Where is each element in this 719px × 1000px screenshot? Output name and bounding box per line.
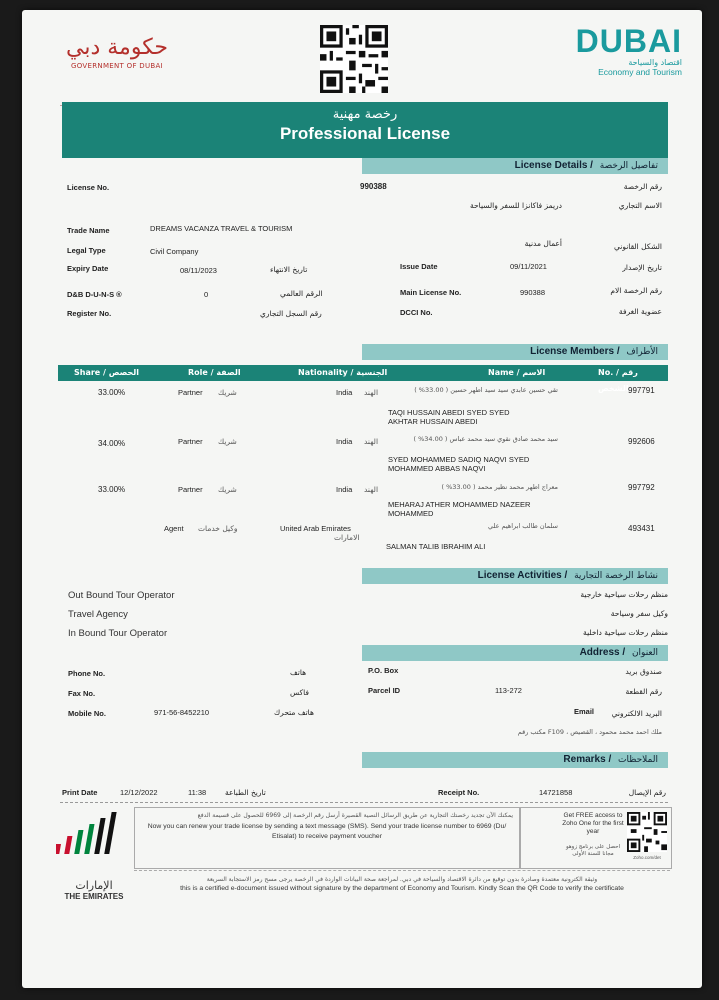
remarks-section-header: Remarks / الملاحظات [362,752,668,768]
member-role: Partner [178,485,203,494]
license-activities-section-header: License Activities / نشاط الرخصة التجارية [362,568,668,584]
issue-date-arabic-label: تاريخ الإصدار [622,263,662,272]
issue-date-label: Issue Date [400,262,438,271]
main-license-arabic-label: رقم الرخصة الام [610,286,662,295]
activity-item [68,628,668,644]
member-name-arabic: سيد محمد صادق نقوي سيد محمد عباس ( 34.00% ) [413,435,558,443]
license-no-label-arabic: رقم الرخصة [623,182,662,191]
zoho-offer-english: Get FREE access to Zoho One for the first year [562,812,624,835]
member-role: Partner [178,388,203,397]
column-header-nationality: Nationality / الجنسية [298,368,388,377]
column-header-name: Name / الاسم [488,368,546,377]
title-arabic: رخصة مهنية [332,107,398,122]
dubai-logo: DUBAI [575,23,682,59]
member-nationality: India [336,485,353,494]
member-nationality: India [336,437,353,446]
title-banner [62,102,668,158]
duns-label: D&B D-U-N-S ® [67,290,122,299]
mobile-label: Mobile No. [68,709,106,718]
section-title: License Activities [477,570,562,581]
zoho-offer-arabic: احصل على برنامج زوهو مجانا للسنة الأولى [565,844,621,857]
parcel-id-label: Parcel ID [368,686,401,695]
dubai-logo-english: Economy and Tourism [598,67,682,77]
email-label: Email [574,707,595,716]
license-document [22,10,702,988]
phone-label: Phone No. [68,669,106,678]
receipt-no-arabic-label: رقم الإيصال [628,788,666,797]
member-share: 34.00% [98,439,126,448]
full-address-arabic: ملك احمد محمد محمود ، القصيص ، F109 مكتب رقم [517,728,662,736]
the-emirates-logo [56,810,132,910]
member-name-arabic: معراج اطهر محمد نظير محمد ( 33.00% ) [441,483,558,491]
emirates-logo-arabic: الإمارات [75,879,113,892]
gov-logo-english: GOVERNMENT OF DUBAI [71,62,163,70]
print-date-value: 12/12/2022 [120,788,158,797]
qr-code-icon [320,25,388,93]
section-title: Remarks [563,754,606,765]
member-role-arabic: شريك [218,388,237,397]
license-members-section-header: License Members / الأطراف [362,344,668,360]
zoho-qr-code-icon [627,812,667,852]
section-title-arabic: تفاصيل الرخصة [599,161,658,171]
parcel-id-value: 113-272 [495,686,522,695]
mobile-value: 971-56-8452210 [154,708,210,717]
legal-type-arabic-value: أعمال مدنية [524,239,562,248]
renewal-notice-english: Now you can renew your trade license by sending a text message (SMS). Send your trade license number to 6969 (Du/ Etisalat) to receive payment voucher [147,823,507,840]
fax-arabic-label: فاكس [290,688,310,697]
member-name: SYED MOHAMMED SADIQ NAQVI SYED MOHAMMED ABBAS NAQVI [388,455,530,473]
member-nationality-arabic: الهند [364,485,379,494]
expiry-date-arabic-label: تاريخ الانتهاء [270,265,308,274]
certification-notice-english: this is a certified e-document issued without signature by the department of Economy and Tourism. Kindly Scan the QR Code to verify the certificate [180,885,624,892]
dubai-logo-arabic: اقتصاد والسياحة [628,58,682,67]
activity-english: Out Bound Tour Operator [68,590,175,601]
member-share: 33.00% [98,388,126,397]
license-details-section-header: License Details / تفاصيل الرخصة [362,158,668,174]
member-name: TAQI HUSSAIN ABEDI SYED SYED AKHTAR HUSSAIN ABEDI [388,408,510,426]
trade-name-arabic-value: دريمز فاكانزا للسفر والسياحة [470,201,562,210]
section-title: License Details [514,160,588,171]
legal-type-label: Legal Type [67,246,106,255]
activity-english: Travel Agency [68,609,128,620]
member-name: SALMAN TALIB IBRAHIM ALI [386,542,486,551]
receipt-no-label: Receipt No. [438,788,480,797]
print-date-label: Print Date [62,788,98,797]
member-role: Partner [178,437,203,446]
dcci-no-arabic-label: عضوية الغرفة [618,307,662,316]
license-no-value: 990388 [360,182,387,191]
member-role-arabic: شريك [218,485,237,494]
activity-english: In Bound Tour Operator [68,628,168,639]
member-no: 997791 [628,386,655,395]
certification-notice [134,870,670,907]
renewal-notice [134,807,520,869]
table-row [58,519,668,559]
register-no-label: Register No. [67,309,112,318]
expiry-date-label: Expiry Date [67,264,109,273]
section-title-arabic: الأطراف [626,347,658,357]
column-header-role: Role / الصفة [188,368,241,377]
activity-arabic: منظم رحلات سياحية خارجية [580,590,668,599]
section-title-arabic: العنوان [631,648,658,658]
member-role-arabic: شريك [218,437,237,446]
parcel-id-arabic-label: رقم القطعة [625,687,662,696]
member-no: 992606 [628,437,655,446]
duns-arabic-label: الرقم العالمي [280,289,323,298]
trade-name-arabic-label: الاسم التجاري [618,201,662,210]
column-header-no: No. / رقم الشخص [598,368,638,393]
register-no-arabic-label: رقم السجل التجاري [260,309,322,318]
member-nationality: United Arab Emirates [280,524,351,533]
duns-value: 0 [204,290,209,299]
license-no-label: License No. [67,183,110,192]
expiry-date-value: 08/11/2023 [180,266,217,275]
certification-notice-arabic: وثيقة الكترونية معتمدة وصادرة بدون توقيع من دائرة الاقتصاد والسياحة في دبي. لمراجعة صحة البيانات الواردة في الرخصة يرجى مسح رمز الاستجابة السريعة [206,876,598,883]
member-role: Agent [164,524,184,533]
section-title: License Members [530,346,615,357]
print-date-arabic-label: تاريخ الطباعة [225,788,266,797]
email-arabic-label: البريد الالكتروني [611,709,662,718]
legal-type-arabic-label: الشكل القانوني [613,242,662,251]
trade-name-label: Trade Name [67,226,110,235]
emirates-logo-english: THE EMIRATES [64,892,124,901]
table-row [58,431,668,479]
member-name-arabic: سلمان طالب ابراهيم علي [488,522,558,530]
renewal-notice-arabic: يمكنك الآن تجديد رخصتك التجارية عن طريق الرسائل النصية القصيرة أرسل رقم الرخصة إلى 6969 للحصول على قسيمة الدفع [197,812,513,819]
section-title: Address [579,647,620,658]
activity-item [68,590,668,606]
footer-divider [60,802,668,803]
main-license-label: Main License No. [400,288,462,297]
member-no: 493431 [628,524,655,533]
section-title-arabic: نشاط الرخصة التجارية [574,571,658,581]
member-nationality-arabic: الامارات [334,533,360,542]
activity-arabic: وكيل سفر وسياحة [610,609,668,618]
page-title: Professional License [279,124,451,143]
activity-item [68,609,668,625]
legal-type-value: Civil Company [150,247,199,256]
po-box-label: P.O. Box [368,666,399,675]
phone-arabic-label: هاتف [290,668,307,677]
member-name-arabic: تقي حسين عابدي سيد سيد اطهر حسين ( 33.00% ) [414,386,558,394]
print-time-value: 11:38 [188,788,207,797]
table-row [58,383,668,431]
member-nationality-arabic: الهند [364,388,379,397]
print-info-row [60,786,668,800]
receipt-no-value: 14721858 [539,788,573,797]
dcci-no-label: DCCI No. [400,308,433,317]
main-license-value: 990388 [520,288,546,297]
table-row [58,479,668,519]
government-of-dubai-logo [52,35,182,70]
dubai-economy-tourism-logo [562,24,682,77]
column-header-share: Share / الحصص [74,368,140,377]
member-no: 997792 [628,483,655,492]
address-section-header: Address / العنوان [362,645,668,661]
activity-arabic: منظم رحلات سياحية داخلية [583,628,668,637]
trade-name-value: DREAMS VACANZA TRAVEL & TOURISM [150,224,293,233]
member-role-arabic: وكيل خدمات [198,524,238,533]
issue-date-value: 09/11/2021 [510,262,547,271]
fax-label: Fax No. [68,689,96,698]
member-share: 33.00% [98,485,126,494]
member-nationality-arabic: الهند [364,437,379,446]
member-nationality: India [336,388,353,397]
emirates-bars-icon [56,810,132,860]
po-box-arabic-label: صندوق بريد [625,667,662,676]
zoho-caption: Zoho.com/det [633,855,661,860]
zoho-offer [520,807,672,869]
member-name: MEHARAJ ATHER MOHAMMED NAZEER MOHAMMED [388,500,531,518]
section-title-arabic: الملاحظات [618,755,658,765]
gov-logo-arabic: حكومة دبي [66,35,168,60]
mobile-arabic-label: هاتف متحرك [274,708,314,717]
